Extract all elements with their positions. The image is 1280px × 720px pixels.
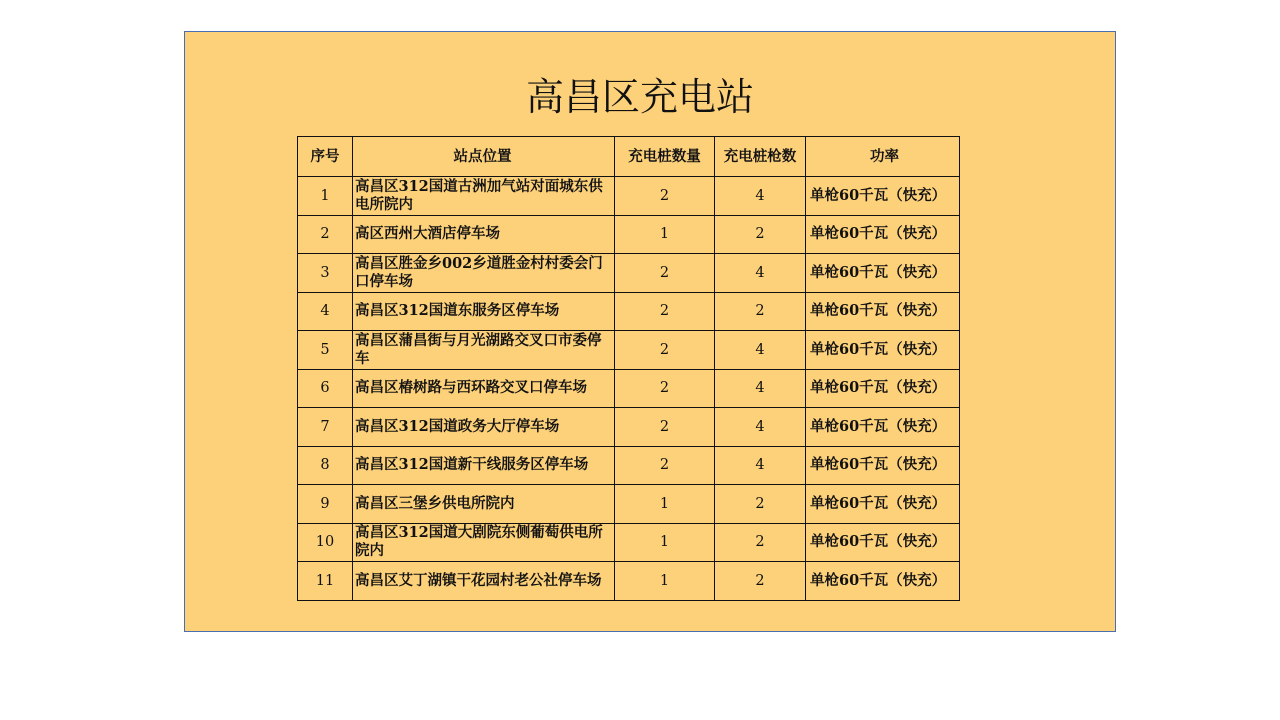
table-row: [298, 369, 960, 408]
cell-pile-count: 1: [615, 485, 715, 524]
cell-location: 高昌区胜金乡002乡道胜金村村委会门口停车场: [353, 254, 615, 293]
table-row: [298, 562, 960, 601]
cell-pile-count: 2: [615, 331, 715, 370]
cell-location: 高昌区蒲昌街与月光湖路交叉口市委停车: [353, 331, 615, 370]
cell-gun-count: 2: [715, 562, 806, 601]
cell-power: 单枪60千瓦（快充）: [806, 562, 960, 601]
table-row: [298, 408, 960, 447]
cell-index: 10: [298, 523, 353, 562]
cell-power: 单枪60千瓦（快充）: [806, 177, 960, 216]
cell-gun-count: 2: [715, 485, 806, 524]
cell-power: 单枪60千瓦（快充）: [806, 331, 960, 370]
table-row: [298, 523, 960, 562]
table-row: [298, 485, 960, 524]
cell-gun-count: 2: [715, 292, 806, 331]
cell-gun-count: 4: [715, 331, 806, 370]
table-row: [298, 215, 960, 254]
cell-pile-count: 1: [615, 523, 715, 562]
header-power: 功率: [806, 137, 960, 177]
cell-power: 单枪60千瓦（快充）: [806, 485, 960, 524]
cell-pile-count: 2: [615, 254, 715, 293]
cell-index: 6: [298, 369, 353, 408]
cell-index: 2: [298, 215, 353, 254]
cell-pile-count: 1: [615, 215, 715, 254]
cell-index: 8: [298, 446, 353, 485]
page-title: 高昌区充电站: [525, 75, 754, 119]
cell-location: 高区西州大酒店停车场: [353, 215, 615, 254]
cell-gun-count: 2: [715, 215, 806, 254]
cell-index: 7: [298, 408, 353, 447]
header-location: 站点位置: [353, 137, 615, 177]
table-row: [298, 331, 960, 370]
cell-power: 单枪60千瓦（快充）: [806, 408, 960, 447]
cell-location: 高昌区312国道东服务区停车场: [353, 292, 615, 331]
cell-index: 1: [298, 177, 353, 216]
cell-power: 单枪60千瓦（快充）: [806, 523, 960, 562]
cell-location: 高昌区三堡乡供电所院内: [353, 485, 615, 524]
cell-location: 高昌区312国道新干线服务区停车场: [353, 446, 615, 485]
cell-pile-count: 2: [615, 292, 715, 331]
cell-location: 高昌区艾丁湖镇干花园村老公社停车场: [353, 562, 615, 601]
cell-gun-count: 4: [715, 177, 806, 216]
cell-power: 单枪60千瓦（快充）: [806, 369, 960, 408]
cell-gun-count: 4: [715, 369, 806, 408]
cell-gun-count: 2: [715, 523, 806, 562]
cell-location: 高昌区312国道古洲加气站对面城东供电所院内: [353, 177, 615, 216]
cell-index: 4: [298, 292, 353, 331]
table-row: [298, 177, 960, 216]
cell-index: 11: [298, 562, 353, 601]
cell-pile-count: 1: [615, 562, 715, 601]
cell-power: 单枪60千瓦（快充）: [806, 292, 960, 331]
cell-gun-count: 4: [715, 446, 806, 485]
stations-table: [297, 136, 960, 601]
cell-power: 单枪60千瓦（快充）: [806, 446, 960, 485]
cell-index: 5: [298, 331, 353, 370]
table-row: [298, 254, 960, 293]
cell-index: 9: [298, 485, 353, 524]
cell-gun-count: 4: [715, 254, 806, 293]
cell-index: 3: [298, 254, 353, 293]
header-gun-count: 充电桩枪数: [715, 137, 806, 177]
cell-gun-count: 4: [715, 408, 806, 447]
cell-power: 单枪60千瓦（快充）: [806, 215, 960, 254]
cell-pile-count: 2: [615, 446, 715, 485]
table-header-row: [298, 137, 960, 177]
table-row: [298, 446, 960, 485]
cell-location: 高昌区312国道政务大厅停车场: [353, 408, 615, 447]
header-pile-count: 充电桩数量: [615, 137, 715, 177]
cell-location: 高昌区312国道大剧院东侧葡萄供电所院内: [353, 523, 615, 562]
cell-location: 高昌区椿树路与西环路交叉口停车场: [353, 369, 615, 408]
cell-pile-count: 2: [615, 408, 715, 447]
cell-power: 单枪60千瓦（快充）: [806, 254, 960, 293]
table-row: [298, 292, 960, 331]
cell-pile-count: 2: [615, 177, 715, 216]
cell-pile-count: 2: [615, 369, 715, 408]
header-index: 序号: [298, 137, 353, 177]
